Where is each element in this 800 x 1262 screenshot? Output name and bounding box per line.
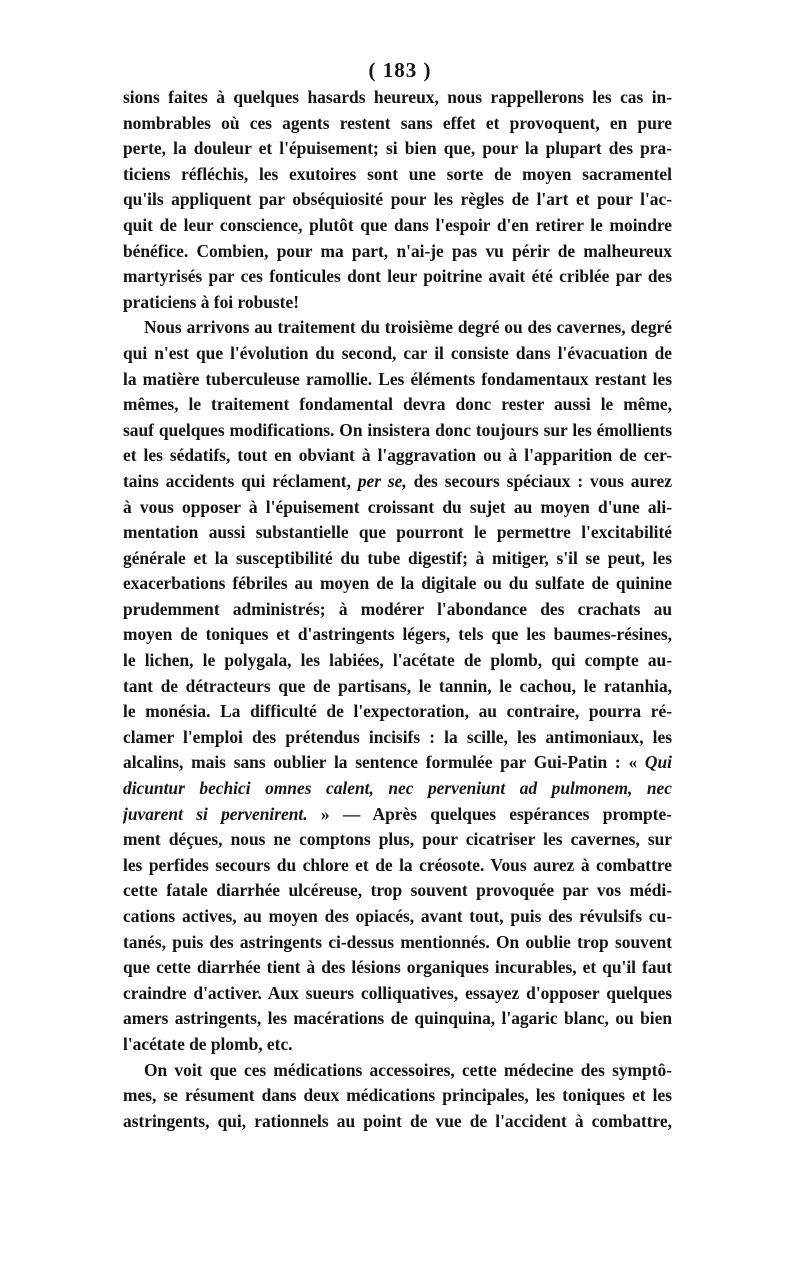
text-line: générale et la susceptibilité du tube digestif; à mitiger, s'il se peut, les [123,547,672,568]
text-line: perte, la douleur et l'épuisement; si bien que, pour la plupart des pra- [123,138,672,159]
text-line-mixed [123,469,672,495]
text-line: amers astringents, les macérations de quinquina, l'agaric blanc, ou bien [123,1008,672,1029]
text-line: le monésia. La difficulté de l'expectoration, au contraire, pourra ré- [123,701,672,722]
latin-phrase: per se, [357,470,407,491]
text-line: que cette diarrhée tient à des lésions organiques incurables, et qu'il faut [123,957,672,978]
text-line: cette fatale diarrhée ulcéreuse, trop souvent provoquée par vos médi- [123,880,672,901]
text-line: clamer l'emploi des prétendus incisifs : la scille, les antimoniaux, les [123,726,672,747]
page-number: ( 183 ) [368,58,432,82]
text-line: craindre d'activer. Aux sueurs colliquatives, essayez d'opposer quelques [123,982,672,1003]
text-segment: » — Après quelques espérances prompte- [320,803,672,824]
latin-quote-line: dicuntur bechici omnes calent, nec perveniunt ad pulmonem, nec [123,778,672,799]
text-line: quit de leur conscience, plutôt que dans l'espoir d'en retirer le moindre [123,214,672,235]
body-text [123,85,672,1134]
text-line: ticiens réfléchis, les exutoires sont une sorte de moyen sacramentel [123,163,672,184]
text-line: prudemment administrés; à modérer l'abondance des crachats au [123,598,672,619]
text-line: mes, se résument dans deux médications principales, les toniques et les [123,1085,672,1106]
text-line: l'acétate de plomb, etc. [123,1033,293,1054]
text-line-mixed [123,802,672,828]
text-line: nombrables où ces agents restent sans effet et provoquent, en pure [123,112,672,133]
text-line: à vous opposer à l'épuisement croissant du sujet au moyen d'une ali- [123,496,672,517]
text-line: astringents, qui, rationnels au point de vue de l'accident à combattre, [123,1110,672,1131]
text-segment: tains accidents qui réclament, [123,470,351,491]
latin-quote: Qui [644,752,672,773]
latin-quote: juvarent si pervenirent. [123,803,308,824]
text-line: On voit que ces médications accessoires, cette médecine des symptô- [144,1059,672,1080]
text-line: qui n'est que l'évolution du second, car il consiste dans l'évacuation de [123,342,672,363]
text-line: la matière tuberculeuse ramollie. Les éléments fondamentaux restant les [123,368,672,389]
text-line: bénéfice. Combien, pour ma part, n'ai-je pas vu périr de malheureux [123,240,672,261]
text-line: et les sédatifs, tout en obviant à l'aggravation ou à l'apparition de cer- [123,445,672,466]
text-line: tanés, puis des astringents ci-dessus mentionnés. On oublie trop souvent [123,931,672,952]
text-line: les perfides secours du chlore et de la créosote. Vous aurez à combattre [123,854,672,875]
text-line: sauf quelques modifications. On insistera donc toujours sur les émollients [123,419,672,440]
text-line: sions faites à quelques hasards heureux, nous rappellerons les cas in- [123,87,672,107]
text-line: moyen de toniques et d'astringents légers, tels que les baumes-résines, [123,624,672,645]
text-line-mixed [123,750,672,776]
text-line: praticiens à foi robuste! [123,291,299,312]
text-segment: des secours spéciaux : vous aurez [413,470,672,491]
text-line: ment déçues, nous ne comptons plus, pour cicatriser les cavernes, sur [123,829,672,850]
text-line: Nous arrivons au traitement du troisième degré ou des cavernes, degré [144,317,672,338]
text-segment: alcalins, mais sans oublier la sentence formulée par Gui-Patin : « [123,752,638,773]
text-line: mentation aussi substantielle que pourront le permettre l'excitabilité [123,522,672,543]
text-line: mêmes, le traitement fondamental devra donc rester aussi le même, [123,394,672,415]
text-line: exacerbations fébriles au moyen de la digitale ou du sulfate de quinine [123,573,672,594]
text-line: martyrisés par ces fonticules dont leur poitrine avait été criblée par des [123,266,672,287]
text-line: qu'ils appliquent par obséquiosité pour les règles de l'art et pour l'ac- [123,189,672,210]
text-line: tant de détracteurs que de partisans, le tannin, le cachou, le ratanhia, [123,675,672,696]
text-line: le lichen, le polygala, les labiées, l'acétate de plomb, qui compte au- [123,650,672,671]
text-line: cations actives, au moyen des opiacés, avant tout, puis des révulsifs cu- [123,906,672,926]
